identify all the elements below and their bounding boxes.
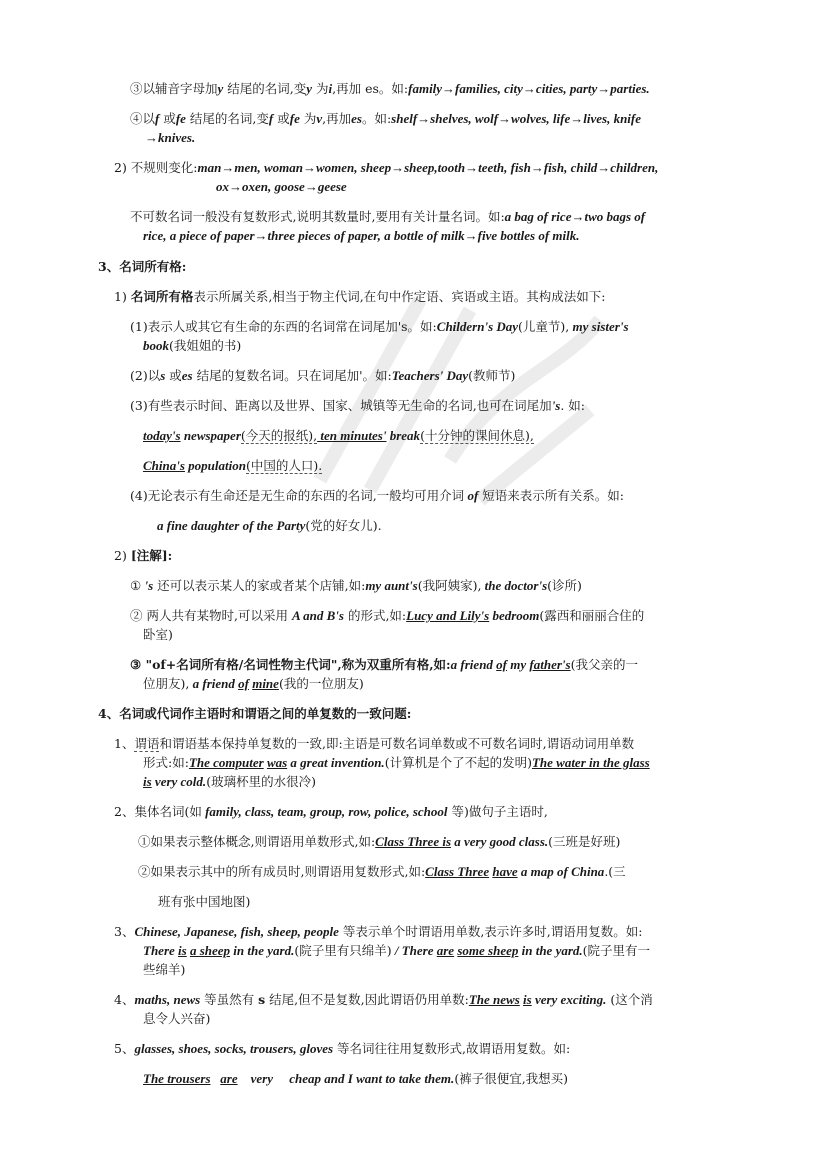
possessive-example-china: China's population(中国的人口). [143,458,323,473]
note-2: ② 两人共有某物时,可以采用 A and B's 的形式,如:Lucy and Lily's bedroom(露西和丽丽合住的 [130,608,645,623]
note-3: ③ "of+名词所有格/名词性物主代词",称为双重所有格,如:a friend of my father's(我父亲的一 [130,657,638,672]
agreement-rule-5: 5、glasses, shoes, socks, trousers, gloves 等名词往往用复数形式,故谓语用复数。如: [114,1041,571,1056]
section-4-heading: 4、名词或代词作主语时和谓语之间的单复数的一致问题: [98,706,412,721]
agreement-rule-1: 1、谓语和谓语基本保持单复数的一致,即:主语是可数名词单数或不可数名词时,谓语动词用单数 [114,736,635,751]
agreement-rule-3-cont2: 些绵羊) [143,962,186,977]
agreement-rule-2b: ②如果表示其中的所有成员时,则谓语用复数形式,如:Class Three have a map of China.(三 [138,864,626,879]
irregular-plural-cont: ox→oxen, goose→geese [216,179,347,194]
possessive-intro: 1) 名词所有格表示所属关系,相当于物主代词,在句中作定语、宾语或主语。其构成法如下: [114,289,606,304]
agreement-rule-5-example: The trousers are very cheap and I want to take them.(裤子很便宜,我想买) [143,1071,569,1086]
uncountable-note-cont: rice, a piece of paper→three pieces of paper, a bottle of milk→five bottles of milk. [143,228,580,243]
possessive-rule-2: (2)以s 或es 结尾的复数名词。只在词尾加'。如:Teachers' Day(教师节) [130,368,516,383]
possessive-example-party: a fine daughter of the Party(党的好女儿). [157,518,382,533]
possessive-example-time: today's newspaper(今天的报纸), ten minutes' break(十分钟的课间休息), [143,428,534,443]
note-1: ① 's 还可以表示某人的家或者某个店铺,如:my aunt's(我阿姨家), the doctor's(诊所) [130,578,582,593]
rule-f-fe: ④以f 或fe 结尾的名词,变f 或fe 为v,再加es。如:shelf→shelves, wolf→wolves, life→lives, knife [130,111,642,126]
rule-f-fe-cont: →knives. [145,130,196,145]
irregular-plural: 2) 不规则变化:man→men, woman→women, sheep→sheep,tooth→teeth, fish→fish, child→children, [114,160,659,175]
uncountable-note: 不可数名词一般没有复数形式,说明其数量时,要用有关计量名词。如:a bag of rice→two bags of [130,209,646,224]
agreement-rule-4: 4、maths, news 等虽然有 s 结尾,但不是复数,因此谓语仍用单数:The news is very exciting. (这个消 [114,992,653,1007]
section-3-heading: 3、名词所有格: [98,259,187,274]
agreement-rule-2b-cont: 班有张中国地图) [158,894,251,909]
possessive-rule-1-cont: book(我姐姐的书) [143,338,242,353]
agreement-rule-1-cont2: is very cold.(玻璃杯里的水很冷) [143,774,316,789]
possessive-rule-3: (3)有些表示时间、距离以及世界、国家、城镇等无生命的名词,也可在词尾加's. 如: [130,398,586,413]
notes-heading: 2) [注解]: [114,548,173,563]
note-3-cont: 位朋友), a friend of mine(我的一位朋友) [143,676,364,691]
agreement-rule-4-cont: 息令人兴奋) [143,1011,211,1026]
agreement-rule-3-cont: There is a sheep in the yard.(院子里有只绵羊) / There are some sheep in the yard.(院子里有一 [143,943,651,958]
note-2-cont: 卧室) [143,627,173,642]
agreement-rule-2a: ①如果表示整体概念,则谓语用单数形式,如:Class Three is a very good class.(三班是好班) [138,834,621,849]
agreement-rule-1-cont: 形式:如:The computer was a great invention.(计算机是个了不起的发明)The water in the glass [143,755,650,770]
possessive-rule-1: (1)表示人或其它有生命的东西的名词常在词尾加's。如:Childern's Day(儿童节), my sister's [130,319,629,334]
agreement-rule-3: 3、Chinese, Japanese, fish, sheep, people 等表示单个时谓语用单数,表示许多时,谓语用复数。如: [114,924,643,939]
agreement-rule-2: 2、集体名词(如 family, class, team, group, row, police, school 等)做句子主语时, [114,804,548,819]
possessive-rule-4: (4)无论表示有生命还是无生命的东西的名词,一般均可用介词 of 短语来表示所有关系。如: [130,488,624,503]
rule-consonant-y: ③以辅音字母加y 结尾的名词,变y 为i,再加 es。如:family→families, city→cities, party→parties. [130,81,650,96]
